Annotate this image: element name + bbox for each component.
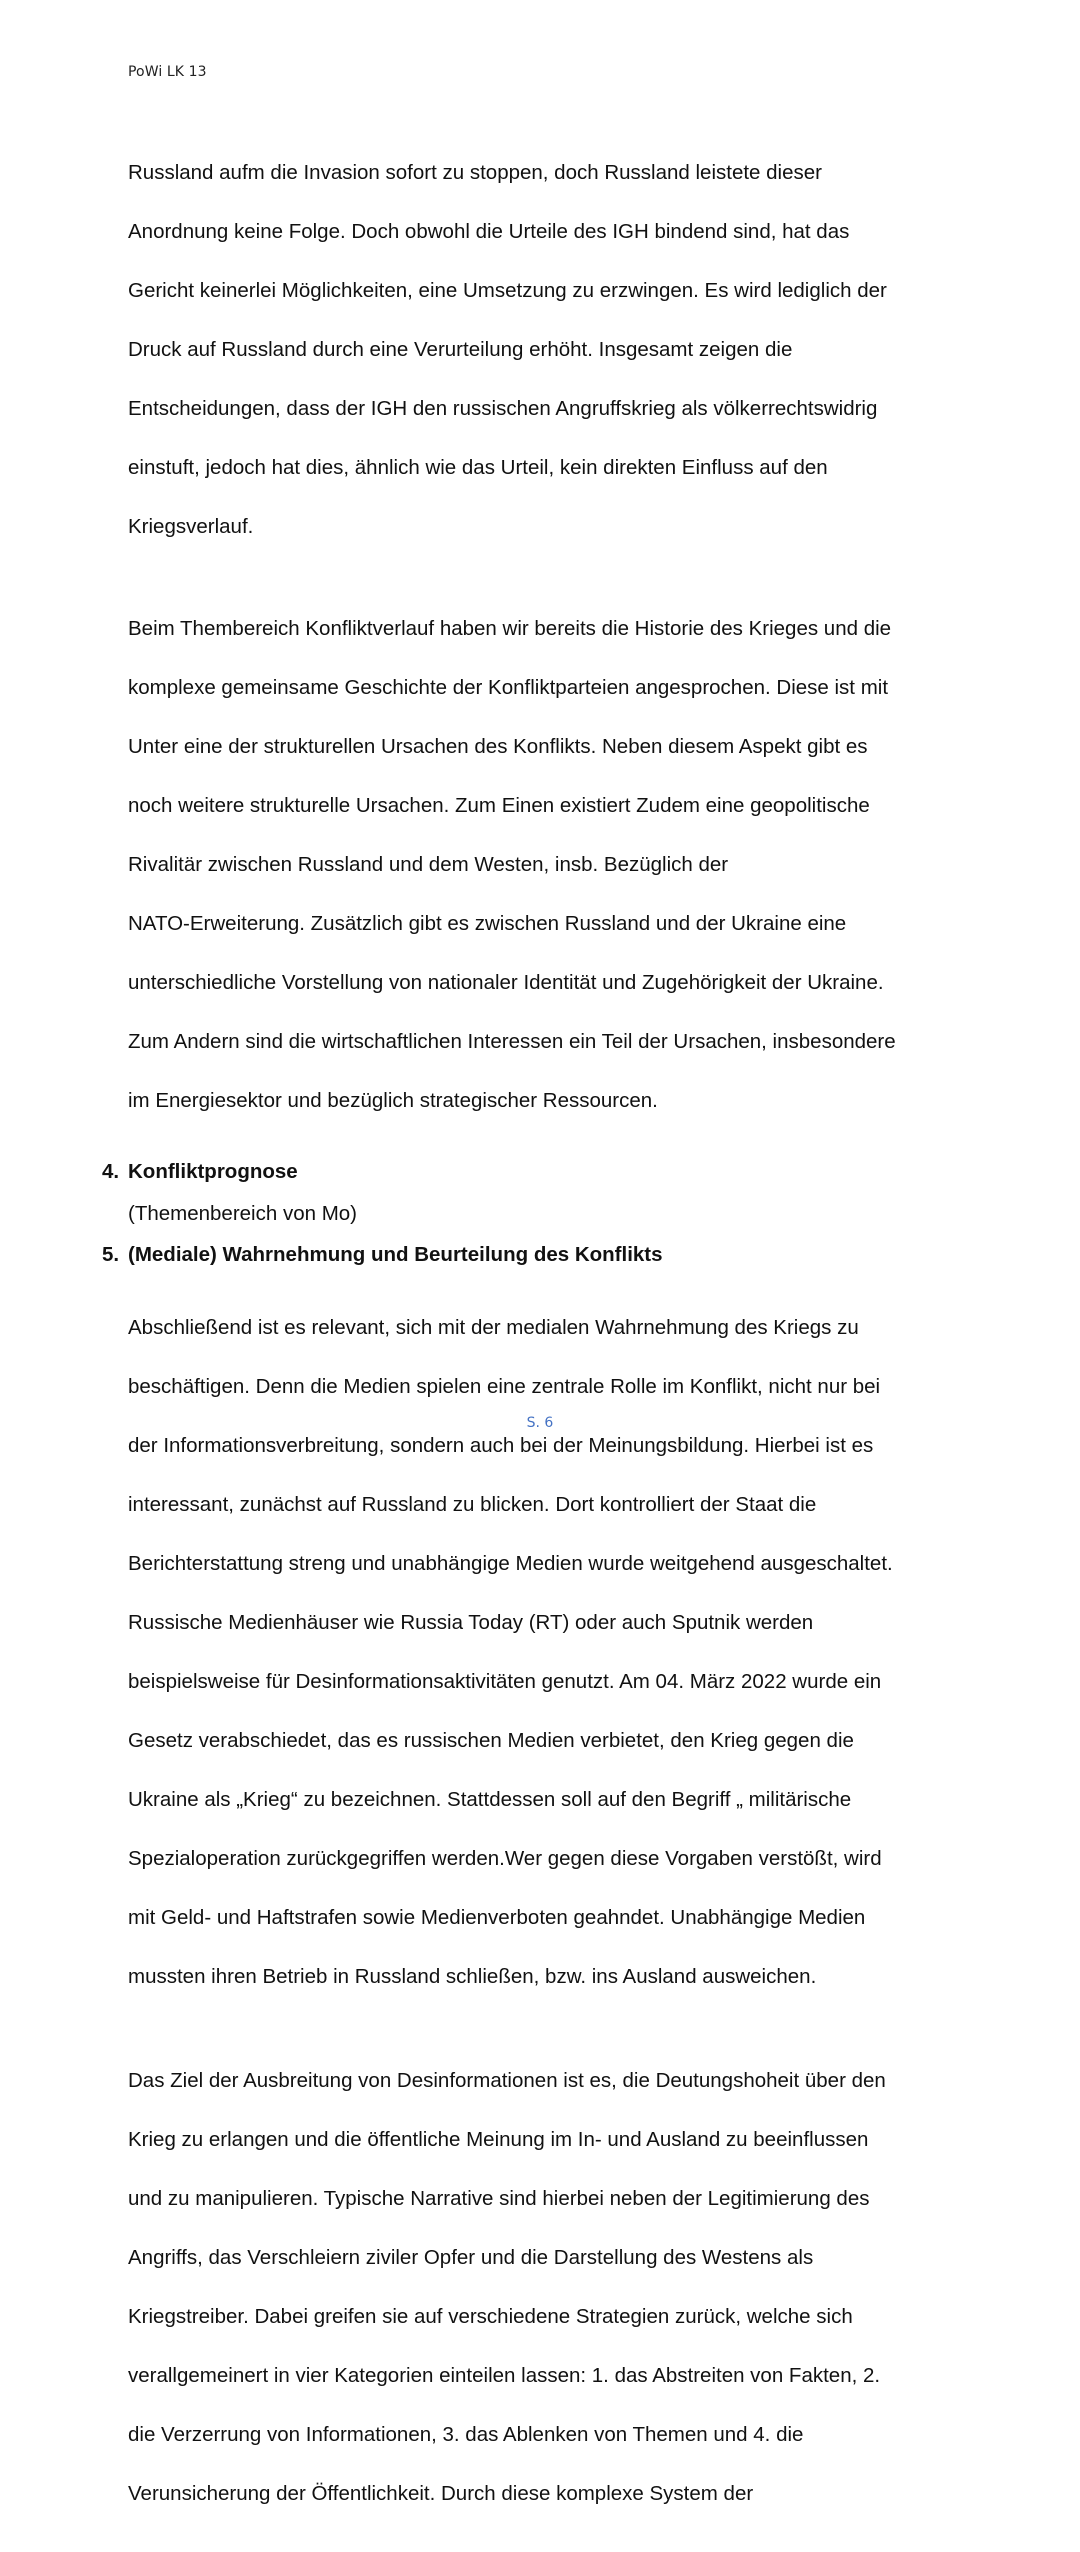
text-line: NATO-Erweiterung. Zusätzlich gibt es zwischen Russland und der Ukraine eine	[128, 912, 847, 935]
section-number: 5.	[102, 1243, 120, 1266]
text-line: Anordnung keine Folge. Doch obwohl die Urteile des IGH bindend sind, hat das	[128, 219, 850, 243]
text-line: Rivalitär zwischen Russland und dem Westen, insb. Bezüglich der	[128, 853, 729, 876]
text-line: die Verzerrung von Informationen, 3. das Ablenken von Themen und 4. die	[128, 2422, 804, 2446]
section-title: (Mediale) Wahrnehmung und Beurteilung des Konflikts	[128, 1243, 663, 1266]
paragraph-media-perception	[128, 1284, 958, 2022]
text-line: Kriegstreiber. Dabei greifen sie auf verschiedene Strategien zurück, welche sich	[128, 2304, 853, 2328]
text-line: Gericht keinerlei Möglichkeiten, eine Umsetzung zu erzwingen. Es wird lediglich der	[128, 278, 887, 302]
text-line: Das Ziel der Ausbreitung von Desinformationen ist es, die Deutungshoheit über den	[128, 2068, 886, 2092]
section-number: 4.	[102, 1160, 120, 1183]
document-header: PoWi LK 13	[128, 64, 207, 80]
text-line: einstuft, jedoch hat dies, ähnlich wie das Urteil, kein direkten Einfluss auf den	[128, 455, 828, 479]
text-line: Verunsicherung der Öffentlichkeit. Durch diese komplexe System der	[128, 2481, 754, 2505]
text-line: unterschiedliche Vorstellung von nationaler Identität und Zugehörigkeit der Ukraine.	[128, 971, 884, 994]
text-line: Russische Medienhäuser wie Russia Today (RT) oder auch Sputnik werden	[128, 1611, 814, 1634]
text-line: Beim Thembereich Konfliktverlauf haben wir bereits die Historie des Krieges und die	[128, 617, 892, 640]
text-line: beispielsweise für Desinformationsaktivitäten genutzt. Am 04. März 2022 wurde ein	[128, 1670, 882, 1693]
text-line: komplexe gemeinsame Geschichte der Konfliktparteien angesprochen. Diese ist mit	[128, 676, 889, 699]
text-line: mussten ihren Betrieb in Russland schließen, bzw. ins Ausland ausweichen.	[128, 1965, 817, 1988]
text-line: mit Geld- und Haftstrafen sowie Medienverboten geahndet. Unabhängige Medien	[128, 1906, 866, 1929]
text-line: Druck auf Russland durch eine Verurteilung erhöht. Insgesamt zeigen die	[128, 337, 793, 361]
text-line: Abschließend ist es relevant, sich mit der medialen Wahrnehmung des Kriegs zu	[128, 1316, 859, 1339]
text-line: Gesetz verabschiedet, das es russischen Medien verbietet, den Krieg gegen die	[128, 1729, 854, 1752]
paragraph-igh-ruling	[128, 128, 958, 571]
text-line: Berichterstattung streng und unabhängige Medien wurde weitgehend ausgeschaltet.	[128, 1552, 893, 1575]
text-line: Kriegsverlauf.	[128, 514, 254, 538]
text-line: Ukraine als „Krieg“ zu bezeichnen. Stattdessen soll auf den Begriff „ militärische	[128, 1788, 852, 1811]
text-line: Entscheidungen, dass der IGH den russischen Angruffskrieg als völkerrechtswidrig	[128, 396, 878, 420]
section-title: Konfliktprognose	[128, 1160, 298, 1183]
text-line: Unter eine der strukturellen Ursachen des Konflikts. Neben diesem Aspekt gibt es	[128, 735, 868, 758]
text-line: Zum Andern sind die wirtschaftlichen Interessen ein Teil der Ursachen, insbesondere	[128, 1030, 896, 1053]
text-line: der Informationsverbreitung, sondern auch bei der Meinungsbildung. Hierbei ist es	[128, 1434, 874, 1457]
text-line: beschäftigen. Denn die Medien spielen eine zentrale Rolle im Konflikt, nicht nur bei	[128, 1375, 881, 1398]
section-heading-4	[102, 1157, 958, 1187]
text-line: interessant, zunächst auf Russland zu blicken. Dort kontrolliert der Staat die	[128, 1493, 817, 1516]
paragraph-disinformation	[128, 2036, 958, 2538]
section-heading-5	[102, 1240, 958, 1270]
text-line: Spezialoperation zurückgegriffen werden.Wer gegen diese Vorgaben verstößt, wird	[128, 1847, 882, 1870]
text-line: und zu manipulieren. Typische Narrative sind hierbei neben der Legitimierung des	[128, 2186, 870, 2210]
text-line: verallgemeinert in vier Kategorien einteilen lassen: 1. das Abstreiten von Fakten, 2.	[128, 2363, 881, 2387]
text-line: im Energiesektor und bezüglich strategischer Ressourcen.	[128, 1089, 658, 1112]
text-line: Krieg zu erlangen und die öffentliche Meinung im In- und Ausland zu beeinflussen	[128, 2127, 869, 2151]
text-line: noch weitere strukturelle Ursachen. Zum Einen existiert Zudem eine geopolitische	[128, 794, 870, 817]
document-body	[102, 128, 958, 2552]
page-number: S. 6	[526, 1415, 554, 1431]
paragraph-structural-causes	[128, 585, 958, 1146]
text-line: Russland aufm die Invasion sofort zu stoppen, doch Russland leistete dieser	[128, 160, 822, 184]
text-line: Angriffs, das Verschleiern ziviler Opfer und die Darstellung des Westens als	[128, 2245, 814, 2269]
section-4-note: (Themenbereich von Mo)	[128, 1201, 358, 1225]
